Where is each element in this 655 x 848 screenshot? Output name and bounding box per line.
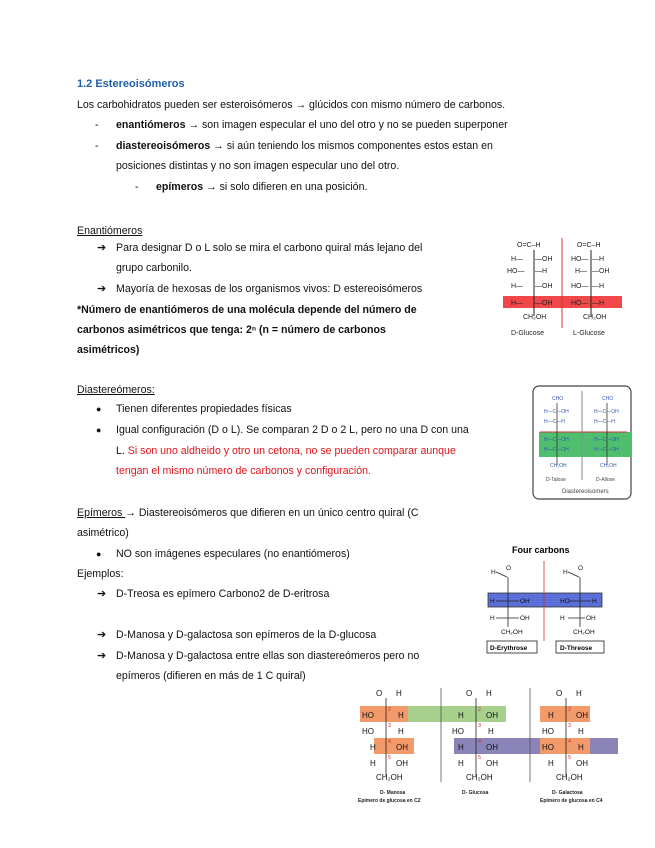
list-dash: -	[95, 140, 99, 152]
atom-label: O	[506, 565, 512, 572]
svg-text:CHO: CHO	[552, 396, 564, 402]
highlight-band	[488, 593, 602, 607]
atom-label: H	[458, 711, 464, 720]
bullet-text-part: L.	[116, 445, 128, 457]
figure-caption: Epímero de glucosa en C4	[540, 798, 603, 804]
four-carbons-figure	[480, 541, 610, 659]
figure-caption: Epímero de glucosa en C2	[358, 798, 421, 804]
highlight-band	[539, 432, 632, 457]
atom-label: OH	[520, 598, 530, 605]
example-text: D-Manosa y D-galactosa son epímeros de la D-glucosa	[116, 629, 377, 641]
epimers-def	[77, 503, 510, 523]
red-text: tengan el mismo número de carbonos y configuración.	[116, 465, 371, 477]
atom-label: H	[396, 689, 402, 698]
atom-label: H	[370, 759, 376, 768]
atom-label: HO	[362, 711, 374, 720]
red-text: Si son uno aldheido y otro un cetona, no se pueden comparar aunque	[127, 445, 456, 457]
row-label: H—	[575, 268, 588, 275]
row-label: —H	[592, 283, 605, 290]
bullet-text: NO son imágenes especulares (no enantiómeros)	[116, 548, 350, 560]
atom-label: H	[458, 759, 464, 768]
row-label: HO—	[507, 268, 525, 275]
arrow-icon: ➔	[97, 283, 107, 295]
atom-label: HO	[542, 727, 554, 736]
row-label: H—	[511, 283, 524, 290]
bullet-dot: ●	[96, 549, 102, 559]
carbon-number: 3	[388, 723, 392, 729]
atom-label: O	[578, 565, 584, 572]
row-label: —H	[535, 268, 548, 275]
bullet-text	[116, 441, 456, 461]
atom-label: HO	[452, 727, 464, 736]
atom-label: H	[578, 727, 584, 736]
bullet-dot: ●	[96, 404, 102, 414]
atom-label: O	[556, 689, 563, 698]
row-label: H—	[511, 256, 524, 263]
intro-text: Los carbohidratos pueden ser esteroisómeros → glúcidos con mismo número de carbonos.	[77, 99, 506, 111]
svg-text:CH₂OH: CH₂OH	[550, 463, 567, 469]
figure-label: D-Glucose	[511, 330, 545, 337]
row-label: HO—	[571, 256, 589, 263]
atom-label: CH₂OH	[376, 773, 403, 782]
atom-label: OH	[576, 759, 588, 768]
bullet-text: Para designar D o L solo se mira el carbono quiral más lejano del	[116, 242, 423, 254]
top-group: O=C–H	[577, 242, 601, 249]
bullet-text: grupo carbonilo.	[116, 262, 192, 274]
atom-label: OH	[396, 743, 408, 752]
carbon-number: 5	[388, 755, 392, 761]
atom-label: CH₂OH	[573, 629, 595, 636]
term: epímeros	[156, 181, 204, 193]
list-item	[116, 115, 508, 135]
atom-label: OH	[586, 615, 596, 622]
epimers-text: asimétrico)	[77, 527, 129, 539]
bullet-text: Igual configuración (D o L). Se comparan 2 D o 2 L, pero no una D con una	[116, 424, 469, 436]
diastereomers-heading: Diastereómeros:	[77, 384, 155, 396]
atom-label: H	[370, 743, 376, 752]
atom-label: H	[560, 615, 565, 622]
term-text: → si aún teniendo los mismos componentes estos estan en	[210, 140, 493, 152]
atom-label: H	[490, 615, 495, 622]
atom-label: HO	[560, 598, 570, 605]
svg-text:H—C—OH: H—C—OH	[594, 437, 619, 443]
epimers-heading: Epímeros	[77, 507, 126, 519]
bullet-text: Tienen diferentes propiedades físicas	[116, 403, 292, 415]
atom-label: CH₂OH	[556, 773, 583, 782]
note-text: asimétricos)	[77, 344, 140, 356]
atom-label: OH	[520, 615, 530, 622]
atom-label: HO	[542, 743, 554, 752]
atom-label: OH	[396, 759, 408, 768]
hexoses-figure	[354, 684, 618, 812]
atom-label: H	[458, 743, 464, 752]
epimers-text: → Diastereoisómeros que difieren en un único centro quiral (C	[125, 507, 419, 519]
carbon-number: 3	[568, 723, 572, 729]
atom-label: HO	[362, 727, 374, 736]
row-label: CH₂OH	[583, 314, 607, 321]
atom-label: O	[466, 689, 473, 698]
svg-text:H—C—OH: H—C—OH	[594, 409, 619, 415]
arrow-icon: ➔	[97, 242, 107, 254]
figure-caption: D- Glucosa	[462, 790, 489, 796]
atom-label: OH	[486, 743, 498, 752]
row-label: H—	[511, 300, 524, 307]
examples-label: Ejemplos:	[77, 568, 124, 580]
top-group: O=C–H	[517, 242, 541, 249]
bullet-dot: ●	[96, 425, 102, 435]
orange-band	[374, 738, 414, 754]
svg-text:H—C—H: H—C—H	[594, 419, 615, 425]
atom-label: H	[490, 598, 495, 605]
list-item-cont: posiciones distintas y no son imagen especular uno del otro.	[116, 160, 400, 172]
list-dash: -	[135, 181, 139, 193]
atom-label: H	[576, 689, 582, 698]
example-text: D-Treosa es epímero Carbono2 de D-eritrosa	[116, 588, 330, 600]
row-label: CH₂OH	[523, 314, 547, 321]
svg-text:H—C—OH: H—C—OH	[544, 447, 569, 453]
figure-caption: D- Manosa	[380, 790, 406, 796]
atom-label: OH	[486, 711, 498, 720]
svg-text:CHO: CHO	[602, 396, 614, 402]
row-label: —OH	[592, 268, 610, 275]
atom-label: H	[398, 711, 404, 720]
row-label: HO—	[571, 283, 589, 290]
carbon-number: 5	[478, 755, 482, 761]
term-text: → son imagen especular el uno del otro y no se pueden superponer	[185, 119, 508, 131]
svg-text:H—C—OH: H—C—OH	[544, 437, 569, 443]
carbon-number: 4	[388, 739, 392, 745]
example-text: epímeros (difieren en más de 1 C quiral)	[116, 670, 306, 682]
svg-text:H—C—OH: H—C—OH	[594, 447, 619, 453]
atom-label: H	[398, 727, 404, 736]
figure-caption: D- Galactosa	[552, 790, 583, 796]
row-label: —H	[592, 256, 605, 263]
atom-label: H	[578, 743, 584, 752]
note-text: carbonos asimétricos que tenga: 2ⁿ (n = número de carbonos	[77, 324, 386, 336]
carbon-number: 2	[568, 707, 572, 713]
atom-label: H	[491, 569, 496, 576]
atom-label: H	[563, 569, 568, 576]
atom-label: H	[548, 759, 554, 768]
svg-text:CH₂OH: CH₂OH	[600, 463, 617, 469]
arrow-icon: ➔	[97, 650, 107, 662]
row-label: —OH	[535, 283, 553, 290]
arrow-icon: ➔	[97, 588, 107, 600]
figure-label: L-Glucose	[573, 330, 605, 337]
row-label: —OH	[535, 256, 553, 263]
svg-text:H—C—OH: H—C—OH	[544, 409, 569, 415]
figure-caption: Diastereoisomers	[562, 489, 609, 495]
figure-title: Four carbons	[512, 545, 570, 555]
row-label: —OH	[535, 300, 553, 307]
carbon-number: 4	[478, 739, 482, 745]
figure-label: D-Allose	[596, 477, 615, 483]
term: diastereoisómeros	[116, 140, 211, 152]
atom-label: OH	[486, 759, 498, 768]
atom-label: H	[486, 689, 492, 698]
section-heading: 1.2 Estereoisómeros	[77, 78, 185, 90]
atom-label: CH₂OH	[466, 773, 493, 782]
note-text: *Número de enantiómeros de una molécula depende del número de	[77, 304, 417, 316]
carbon-number: 4	[568, 739, 572, 745]
figure-label: D-Threose	[560, 645, 593, 652]
svg-text:H—C—H: H—C—H	[544, 419, 565, 425]
row-label: —H	[592, 300, 605, 307]
atom-label: H	[548, 711, 554, 720]
example-text: D-Manosa y D-galactosa entre ellas son diastereómeros pero no	[116, 650, 420, 662]
carbon-number: 3	[478, 723, 482, 729]
list-dash: -	[95, 119, 99, 131]
enantiomers-heading: Enantiómeros	[77, 225, 143, 237]
carbon-number: 5	[568, 755, 572, 761]
atom-label: H	[488, 727, 494, 736]
atom-label: OH	[576, 711, 588, 720]
glucose-enantiomer-figure	[503, 236, 622, 340]
figure-label: D-Erythrose	[490, 645, 528, 652]
list-item	[156, 177, 367, 197]
carbon-number: 2	[388, 707, 392, 713]
arrow-icon: ➔	[97, 629, 107, 641]
term-text: → si solo difieren en una posición.	[203, 181, 368, 193]
carbon-number: 2	[478, 707, 482, 713]
atom-label: O	[376, 689, 383, 698]
term: enantiómeros	[116, 119, 186, 131]
list-item	[116, 136, 579, 156]
figure-label: D-Talose	[546, 477, 566, 483]
atom-label: H	[592, 598, 597, 605]
atom-label: CH₂OH	[501, 629, 523, 636]
bullet-text: Mayoría de hexosas de los organismos vivos: D estereoisómeros	[116, 283, 423, 295]
row-label: HO—	[571, 300, 589, 307]
diastereoisomers-figure	[532, 385, 632, 500]
